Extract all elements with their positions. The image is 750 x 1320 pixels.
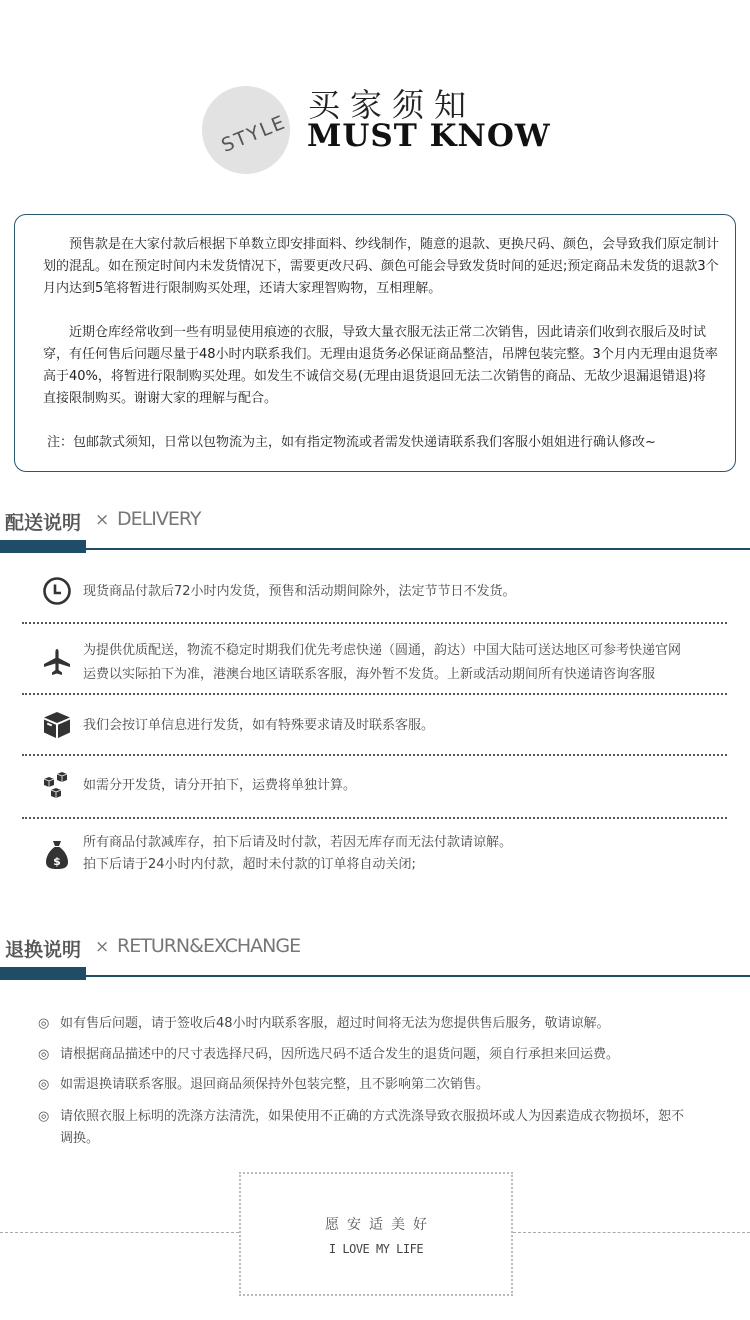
section-accent-bar: [0, 540, 86, 553]
notice-paragraph-warehouse: 近期仓库经常收到一些有明显使用痕迹的衣服，导致大量衣服无法正常二次销售，因此请亲们收到衣服后及时试穿，有任何售后问题尽量于48小时内联系我们。无理由退货务必保证商品整洁，吊牌包装完整。3个月内无理由退货率高于40%，将暂进行限制购买处理。如发生不诚信交易(无理由退货退回无法二次销售的商品、无故少退漏退错退)将直接限制购买。谢谢大家的理解与配合。: [43, 325, 718, 406]
title-chinese: 买家须知: [308, 86, 477, 124]
footer-dashed-line-left: [0, 1232, 239, 1233]
footer-dashed-line-right: [513, 1232, 750, 1233]
bullet-icon: ◎: [38, 1077, 50, 1092]
delivery-item: [22, 710, 727, 744]
dotted-divider: [22, 817, 727, 819]
delivery-item-text: 运费以实际拍下为准，港澳台地区请联系客服，海外暂不发货。上新或活动期间所有快递请咨询客服: [83, 667, 656, 682]
return-title-en: RETURN&EXCHANGE: [117, 935, 301, 957]
return-title-cn: 退换说明: [5, 939, 82, 961]
section-divider-line: [86, 975, 750, 977]
delivery-section-header: [0, 508, 750, 558]
section-accent-bar: [0, 967, 86, 980]
delivery-item: [22, 638, 727, 688]
return-item-text: 请依照衣服上标明的洗涤方法清洗，如果使用不正确的方式洗涤导致衣服损坏或人为因素造成衣物损坏，恕不调换。: [60, 1109, 685, 1146]
delivery-item-text: 现货商品付款后72小时内发货，预售和活动期间除外，法定节节日不发货。: [83, 584, 516, 599]
bullet-icon: ◎: [38, 1109, 50, 1124]
return-section-header: [0, 935, 750, 985]
bullet-icon: ◎: [38, 1047, 50, 1062]
title-english: MUST KNOW: [307, 118, 551, 154]
slogan-english: I LOVE MY LIFE: [328, 1242, 424, 1256]
return-list-item: [38, 1106, 690, 1150]
delivery-title-en: DELIVERY: [117, 508, 201, 530]
package-box-icon: [42, 710, 76, 744]
delivery-item: [22, 576, 727, 610]
delivery-item: [22, 770, 727, 804]
return-item-text: 如需退换请联系客服。退回商品须保持外包装完整，且不影响第二次销售。: [60, 1077, 490, 1092]
notice-box: [14, 214, 736, 472]
bullet-icon: ◎: [38, 1016, 50, 1031]
return-list-item: [38, 1044, 700, 1066]
delivery-item-text: 如需分开发货，请分开拍下，运费将单独计算。: [83, 778, 357, 793]
return-separator: ×: [95, 937, 110, 957]
return-item-text: 如有售后问题，请于签收后48小时内联系客服，超过时间将无法为您提供售后服务，敬请谅解。: [60, 1016, 610, 1031]
svg-text:$: $: [53, 855, 61, 868]
dotted-divider: [22, 622, 727, 624]
dotted-divider: [22, 754, 727, 756]
multiple-boxes-icon: [42, 770, 76, 804]
section-divider-line: [86, 548, 750, 550]
clock-icon: [42, 576, 76, 610]
slogan-chinese: 愿安适美好: [325, 1217, 435, 1233]
return-list-item: [38, 1013, 700, 1035]
delivery-item-text: 为提供优质配送，物流不稳定时期我们优先考虑快递（圆通，韵达）中国大陆可送达地区可参考快递官网: [83, 643, 682, 658]
delivery-item-text: 拍下后请于24小时内付款，超时未付款的订单将自动关闭;: [83, 857, 416, 872]
return-list-item: [38, 1074, 700, 1096]
delivery-item: [22, 832, 727, 882]
must-know-header: [0, 0, 750, 200]
delivery-title-cn: 配送说明: [5, 512, 82, 534]
money-bag-icon: [42, 839, 76, 873]
airplane-icon: [42, 647, 76, 681]
return-item-text: 请根据商品描述中的尺寸表选择尺码，因所选尺码不适合发生的退货问题，须自行承担来回运费。: [60, 1047, 620, 1062]
footer-slogan-box: [239, 1172, 513, 1296]
delivery-item-text: 我们会按订单信息进行发货，如有特殊要求请及时联系客服。: [83, 718, 435, 733]
dotted-divider: [22, 693, 727, 695]
delivery-item-text: 所有商品付款减库存，拍下后请及时付款，若因无库存而无法付款请谅解。: [83, 835, 513, 850]
delivery-separator: ×: [95, 510, 110, 530]
notice-paragraph-presale: 预售款是在大家付款后根据下单数立即安排面料、纱线制作，随意的退款、更换尺码、颜色，会导致我们原定制计划的混乱。如在预定时间内未发货情况下，需要更改尺码、颜色可能会导致发货时间的延迟;预定商品未发货的退款3个月内达到5笔将暂进行限制购买处理，还请大家理智购物，互相理解。: [43, 237, 720, 296]
style-badge-text: STYLE: [218, 111, 290, 157]
notice-paragraph-shipping-note: 注：包邮款式须知，日常以包物流为主，如有指定物流或者需发快递请联系我们客服小姐姐进行确认修改~: [47, 435, 656, 450]
